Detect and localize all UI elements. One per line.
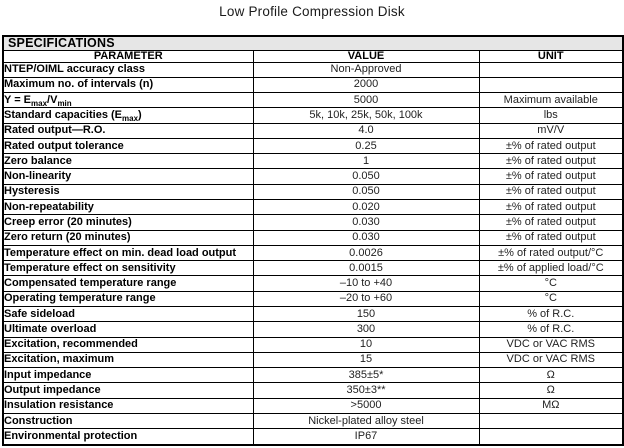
unit-cell: ±% of applied load/°C	[479, 261, 623, 276]
spec-row	[3, 215, 623, 230]
spec-row	[3, 413, 623, 428]
value-cell: 0.0026	[253, 245, 479, 260]
param-cell: $Y = E_{max}/V_{min}$	[3, 93, 253, 108]
unit-cell: VDC or VAC RMS	[479, 352, 623, 367]
param-cell: Maximum no. of intervals (n)	[3, 77, 253, 92]
spec-row	[3, 383, 623, 398]
value-cell: 1	[253, 154, 479, 169]
specifications-table	[2, 35, 624, 446]
spec-row	[3, 398, 623, 413]
specifications-section-title: SPECIFICATIONS	[3, 36, 623, 50]
param-cell: Temperature effect on min. dead load output	[3, 245, 253, 260]
page-title: Low Profile Compression Disk	[219, 4, 405, 19]
value-cell: 5000	[253, 93, 479, 108]
spec-row	[3, 169, 623, 184]
param-cell: Creep error (20 minutes)	[3, 215, 253, 230]
value-cell: 0.020	[253, 200, 479, 215]
value-cell: 10	[253, 337, 479, 352]
spec-row	[3, 245, 623, 260]
spec-row	[3, 77, 623, 92]
unit-cell: ±% of rated output	[479, 154, 623, 169]
unit-cell: ±% of rated output	[479, 169, 623, 184]
column-header-parameter: PARAMETER	[3, 50, 253, 62]
column-header-value: VALUE	[253, 50, 479, 62]
param-cell: Rated output—R.O.	[3, 123, 253, 138]
spec-row	[3, 261, 623, 276]
spec-row	[3, 123, 623, 138]
unit-cell	[479, 62, 623, 77]
unit-cell: lbs	[479, 108, 623, 123]
param-cell: Standard capacities $(E_{max})$	[3, 108, 253, 123]
spec-row	[3, 230, 623, 245]
spec-row	[3, 93, 623, 108]
param-cell: Zero return (20 minutes)	[3, 230, 253, 245]
param-cell: Non-repeatability	[3, 200, 253, 215]
param-cell: Input impedance	[3, 368, 253, 383]
spec-row	[3, 200, 623, 215]
param-cell: Zero balance	[3, 154, 253, 169]
unit-cell: °C	[479, 291, 623, 306]
value-cell: >5000	[253, 398, 479, 413]
unit-cell: Ω	[479, 368, 623, 383]
param-cell: Excitation, maximum	[3, 352, 253, 367]
value-cell: IP67	[253, 429, 479, 445]
unit-cell: ±% of rated output	[479, 184, 623, 199]
spec-row	[3, 322, 623, 337]
param-cell: Ultimate overload	[3, 322, 253, 337]
param-cell: Construction	[3, 413, 253, 428]
param-cell: Temperature effect on sensitivity	[3, 261, 253, 276]
spec-row	[3, 154, 623, 169]
specifications-rows	[3, 62, 623, 445]
value-cell: 150	[253, 307, 479, 322]
spec-row	[3, 62, 623, 77]
unit-cell: ±% of rated output	[479, 200, 623, 215]
unit-cell: Maximum available	[479, 93, 623, 108]
param-cell: Hysteresis	[3, 184, 253, 199]
value-cell: 0.050	[253, 169, 479, 184]
param-cell: Environmental protection	[3, 429, 253, 445]
value-cell: 0.0015	[253, 261, 479, 276]
value-cell: 0.050	[253, 184, 479, 199]
value-cell: 4.0	[253, 123, 479, 138]
param-cell: Compensated temperature range	[3, 276, 253, 291]
value-cell: 300	[253, 322, 479, 337]
unit-cell: ±% of rated output	[479, 138, 623, 153]
unit-cell: Ω	[479, 383, 623, 398]
spec-row	[3, 184, 623, 199]
spec-row	[3, 138, 623, 153]
value-cell: 385±5*	[253, 368, 479, 383]
param-cell: Safe sideload	[3, 307, 253, 322]
unit-cell: MΩ	[479, 398, 623, 413]
value-cell: 15	[253, 352, 479, 367]
spec-row	[3, 352, 623, 367]
param-cell: Insulation resistance	[3, 398, 253, 413]
spec-row	[3, 368, 623, 383]
param-cell: Output impedance	[3, 383, 253, 398]
unit-cell	[479, 429, 623, 445]
unit-cell: % of R.C.	[479, 307, 623, 322]
unit-cell	[479, 77, 623, 92]
unit-cell: % of R.C.	[479, 322, 623, 337]
spec-row	[3, 108, 623, 123]
value-cell: 350±3**	[253, 383, 479, 398]
value-cell: 0.25	[253, 138, 479, 153]
param-cell: Excitation, recommended	[3, 337, 253, 352]
unit-cell: ±% of rated output	[479, 230, 623, 245]
unit-cell: °C	[479, 276, 623, 291]
param-cell: Operating temperature range	[3, 291, 253, 306]
param-cell: Non-linearity	[3, 169, 253, 184]
unit-cell	[479, 413, 623, 428]
spec-row	[3, 337, 623, 352]
column-header-unit: UNIT	[479, 50, 623, 62]
unit-cell: mV/V	[479, 123, 623, 138]
value-cell: 0.030	[253, 215, 479, 230]
spec-row	[3, 291, 623, 306]
specifications-section-header	[3, 36, 623, 50]
spec-row	[3, 307, 623, 322]
spec-row	[3, 276, 623, 291]
value-cell: –20 to +60	[253, 291, 479, 306]
param-cell: NTEP/OIML accuracy class	[3, 62, 253, 77]
value-cell: 2000	[253, 77, 479, 92]
param-cell: Rated output tolerance	[3, 138, 253, 153]
table-column-header-row	[3, 50, 623, 62]
spec-row	[3, 429, 623, 445]
value-cell: Nickel-plated alloy steel	[253, 413, 479, 428]
value-cell: 0.030	[253, 230, 479, 245]
unit-cell: VDC or VAC RMS	[479, 337, 623, 352]
value-cell: Non-Approved	[253, 62, 479, 77]
unit-cell: ±% of rated output	[479, 215, 623, 230]
value-cell: 5k, 10k, 25k, 50k, 100k	[253, 108, 479, 123]
unit-cell: ±% of rated output/°C	[479, 245, 623, 260]
value-cell: –10 to +40	[253, 276, 479, 291]
